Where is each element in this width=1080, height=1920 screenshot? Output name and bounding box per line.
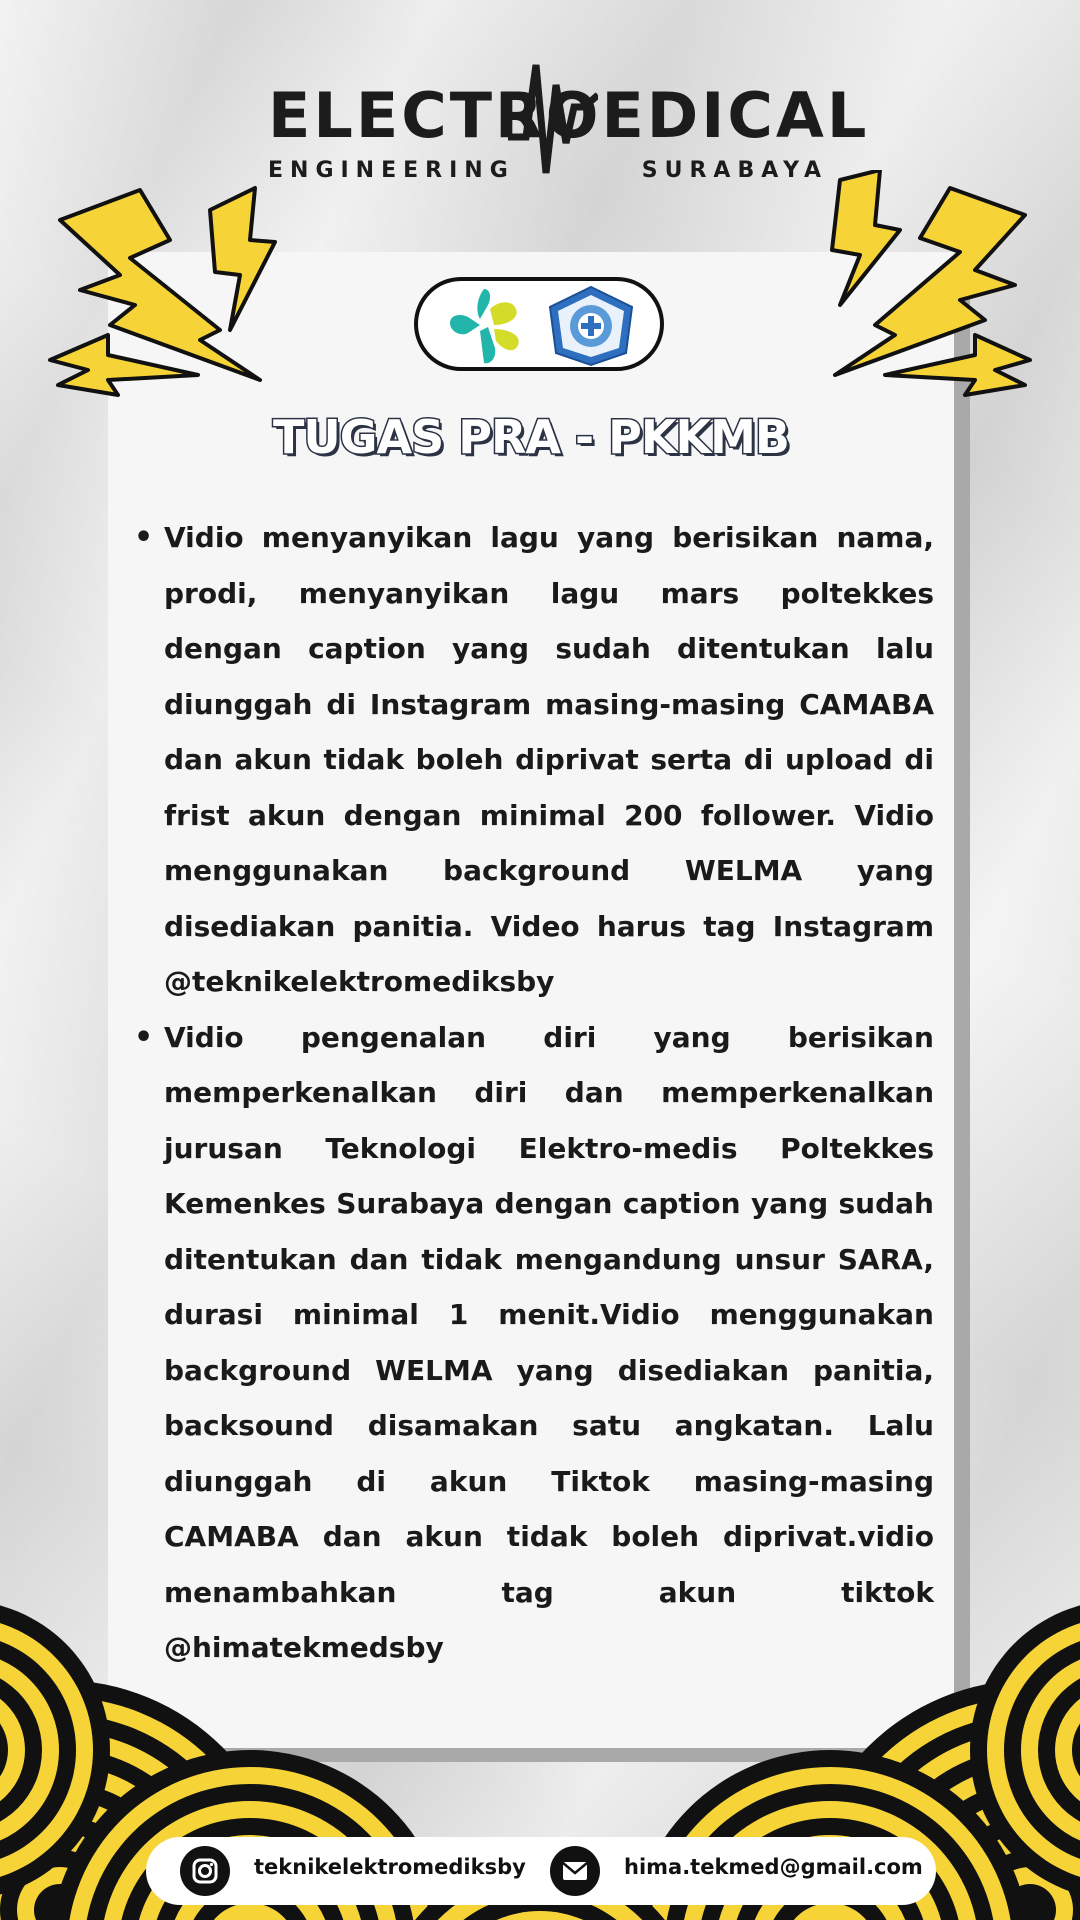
mail-icon[interactable] — [550, 1846, 600, 1896]
logo-text-engineering: ENGINEERING — [268, 158, 515, 183]
lightning-bolt-icon — [48, 330, 208, 400]
hima-emblem-icon — [546, 285, 636, 367]
kemenkes-logo-icon — [446, 285, 528, 367]
logo-text-edical: EDICAL — [601, 79, 870, 152]
partner-logos-badge — [414, 277, 664, 371]
logo-subtitle — [268, 158, 828, 183]
logo-text-surabaya: SURABAYA — [641, 158, 828, 183]
task-list — [164, 510, 934, 1676]
electromedical-logo — [268, 55, 870, 185]
list-item: • Vidio pengenalan diri yang berisikan memperkenalkan diri dan memperkenalkan jurusan Teknologi Elektro-medis Poltekkes Kemenkes Surabaya dengan caption yang sudah ditentukan dan tidak mengandung unsur SARA, durasi minimal 1 menit.Vidio menggunakan background WELMA yang disediakan panitia, backsound disamakan satu angkatan. Lalu diunggah di akun Tiktok masing-masing CAMABA dan akun tidak boleh diprivat.vidio menambahkan tag akun tiktok @himatekmedsby — [164, 1010, 934, 1676]
logo-text-electro: ELECTRO — [268, 79, 602, 152]
list-item: • Vidio menyanyikan lagu yang berisikan nama, prodi, menyanyikan lagu mars poltekkes dengan caption yang sudah ditentukan lalu diunggah di Instagram masing-masing CAMABA dan akun tidak boleh diprivat serta di upload di frist akun dengan minimal 200 follower. Vidio menggunakan background WELMA yang disediakan panitia. Video harus tag Instagram @teknikelektromediksby — [164, 510, 934, 1010]
page-title: TUGAS PRA - PKKMB — [273, 410, 789, 464]
instagram-handle-link[interactable]: teknikelektromediksby — [254, 1855, 526, 1879]
instagram-icon[interactable] — [180, 1846, 230, 1896]
email-link[interactable]: hima.tekmed@gmail.com — [624, 1855, 923, 1879]
contact-bar — [146, 1837, 936, 1905]
lightning-bolt-icon — [880, 330, 1035, 400]
